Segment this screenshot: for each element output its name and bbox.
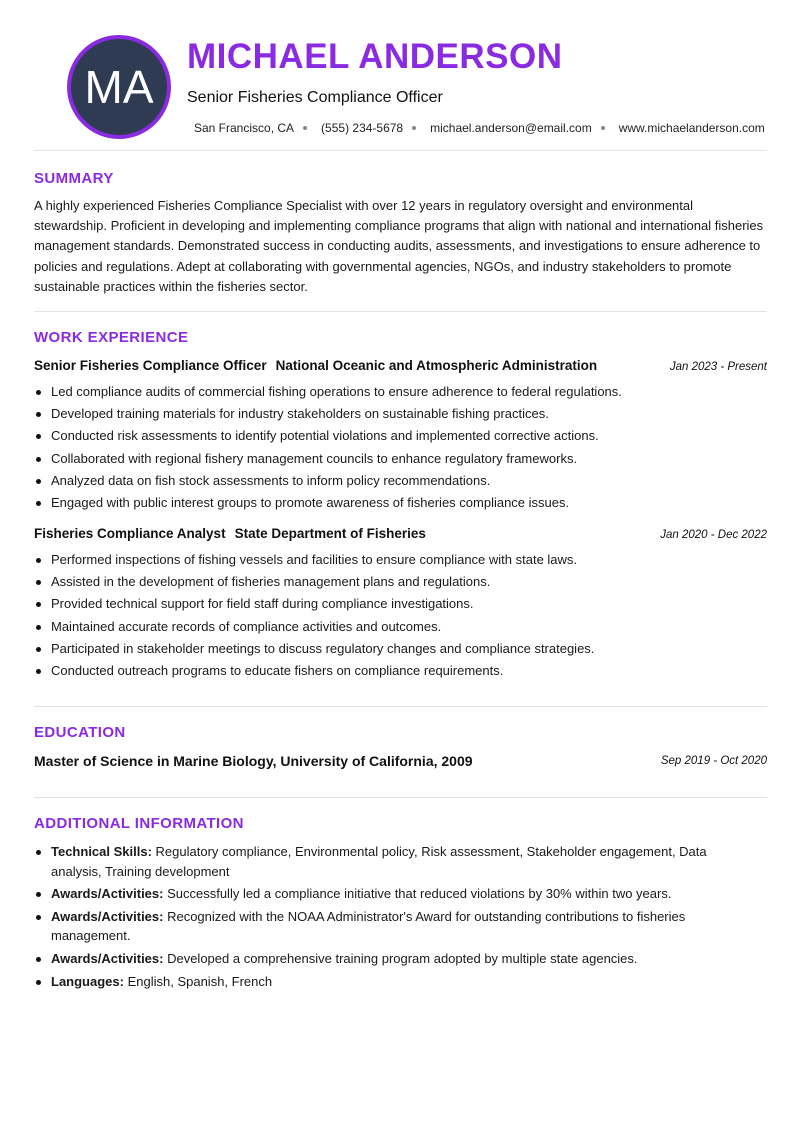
resume-header bbox=[34, 0, 767, 151]
divider bbox=[34, 150, 767, 151]
job-dates: Jan 2020 - Dec 2022 bbox=[660, 529, 767, 541]
education-degree: Master of Science in Marine Biology, University of California, 2009 bbox=[34, 753, 473, 769]
info-text: Developed a comprehensive training program adopted by multiple state agencies. bbox=[163, 950, 638, 966]
contact-phone: (555) 234-5678 bbox=[321, 121, 404, 135]
candidate-name: MICHAEL ANDERSON bbox=[187, 37, 563, 76]
info-label: Awards/Activities: bbox=[51, 908, 164, 924]
candidate-title: Senior Fisheries Compliance Officer bbox=[187, 89, 443, 106]
info-text: English, Spanish, French bbox=[123, 974, 273, 989]
list-item: Conducted risk assessments to identify potential violations and implemented corrective actions. bbox=[34, 425, 767, 447]
summary-heading: SUMMARY bbox=[34, 170, 114, 187]
divider bbox=[34, 797, 767, 798]
list-item: Led compliance audits of commercial fishing operations to ensure adherence to federal regulations. bbox=[34, 381, 767, 403]
additional-info-list bbox=[34, 842, 734, 995]
list-item: Collaborated with regional fishery management councils to enhance regulatory frameworks. bbox=[34, 448, 767, 470]
job-bullet-list bbox=[34, 549, 767, 682]
divider bbox=[34, 706, 767, 707]
avatar bbox=[67, 35, 171, 139]
info-label: Technical Skills: bbox=[51, 844, 152, 859]
separator-dot-icon bbox=[303, 126, 307, 130]
list-item: Engaged with public interest groups to promote awareness of fisheries compliance issues. bbox=[34, 492, 767, 514]
info-text: Recognized with the NOAA Administrator's Award for outstanding contributions to fisheries management. bbox=[51, 908, 686, 943]
list-item: Assisted in the development of fisheries management plans and regulations. bbox=[34, 571, 767, 593]
additional-heading: ADDITIONAL INFORMATION bbox=[34, 815, 244, 832]
list-item: Conducted outreach programs to educate fishers on compliance requirements. bbox=[34, 660, 767, 682]
job-heading bbox=[34, 526, 767, 541]
separator-dot-icon bbox=[601, 126, 605, 130]
experience-heading: WORK EXPERIENCE bbox=[34, 329, 189, 346]
summary-text: A highly experienced Fisheries Compliance Specialist with over 12 years in regulatory oversight and environmental stewardship. Proficient in developing and implementing compliance programs that align with national and international fisheries management standards. Demonstrated success in conducting audits, assessments, and investigations to ensure adherence to policies and regulations. Adept at collaborating with governmental agencies, NGOs, and industry stakeholders to promote sustainable practices within the fisheries sector. bbox=[34, 198, 764, 294]
info-label: Awards/Activities: bbox=[51, 950, 164, 966]
list-item bbox=[34, 972, 734, 992]
avatar-initials: MA bbox=[84, 61, 154, 113]
list-item: Developed training materials for industry stakeholders on sustainable fishing practices. bbox=[34, 403, 767, 425]
list-item: Performed inspections of fishing vessels and facilities to ensure compliance with state laws. bbox=[34, 549, 767, 571]
info-label: Awards/Activities: bbox=[51, 886, 164, 901]
contact-row bbox=[194, 121, 765, 135]
info-text: Regulatory compliance, Environmental policy, Risk assessment, Stakeholder engagement, Data analysis, Training development bbox=[51, 844, 707, 879]
list-item: Maintained accurate records of compliance activities and outcomes. bbox=[34, 616, 767, 638]
info-text: Successfully led a compliance initiative that reduced violations by 30% within two years. bbox=[163, 886, 672, 901]
job-role: Senior Fisheries Compliance Officer bbox=[34, 358, 267, 373]
job-bullet-list bbox=[34, 381, 767, 514]
list-item: Provided technical support for field staff during compliance investigations. bbox=[34, 593, 767, 615]
contact-website[interactable]: www.michaelanderson.com bbox=[618, 121, 765, 135]
separator-dot-icon bbox=[412, 126, 416, 130]
list-item bbox=[34, 884, 734, 904]
contact-location: San Francisco, CA bbox=[194, 121, 295, 135]
education-heading: EDUCATION bbox=[34, 724, 126, 741]
list-item: Participated in stakeholder meetings to discuss regulatory changes and compliance strategies. bbox=[34, 638, 767, 660]
education-dates: Sep 2019 - Oct 2020 bbox=[660, 755, 767, 767]
list-item bbox=[34, 949, 734, 969]
list-item bbox=[34, 907, 734, 946]
job-heading bbox=[34, 358, 767, 373]
job-role: Fisheries Compliance Analyst bbox=[34, 526, 226, 541]
job-organization: National Oceanic and Atmospheric Administration bbox=[275, 358, 598, 373]
job-dates: Jan 2023 - Present bbox=[669, 361, 767, 373]
info-label: Languages: bbox=[51, 974, 124, 989]
divider bbox=[34, 311, 767, 312]
contact-email[interactable]: michael.anderson@email.com bbox=[430, 121, 592, 135]
job-organization: State Department of Fisheries bbox=[234, 526, 426, 541]
list-item: Analyzed data on fish stock assessments to inform policy recommendations. bbox=[34, 470, 767, 492]
list-item bbox=[34, 842, 734, 881]
